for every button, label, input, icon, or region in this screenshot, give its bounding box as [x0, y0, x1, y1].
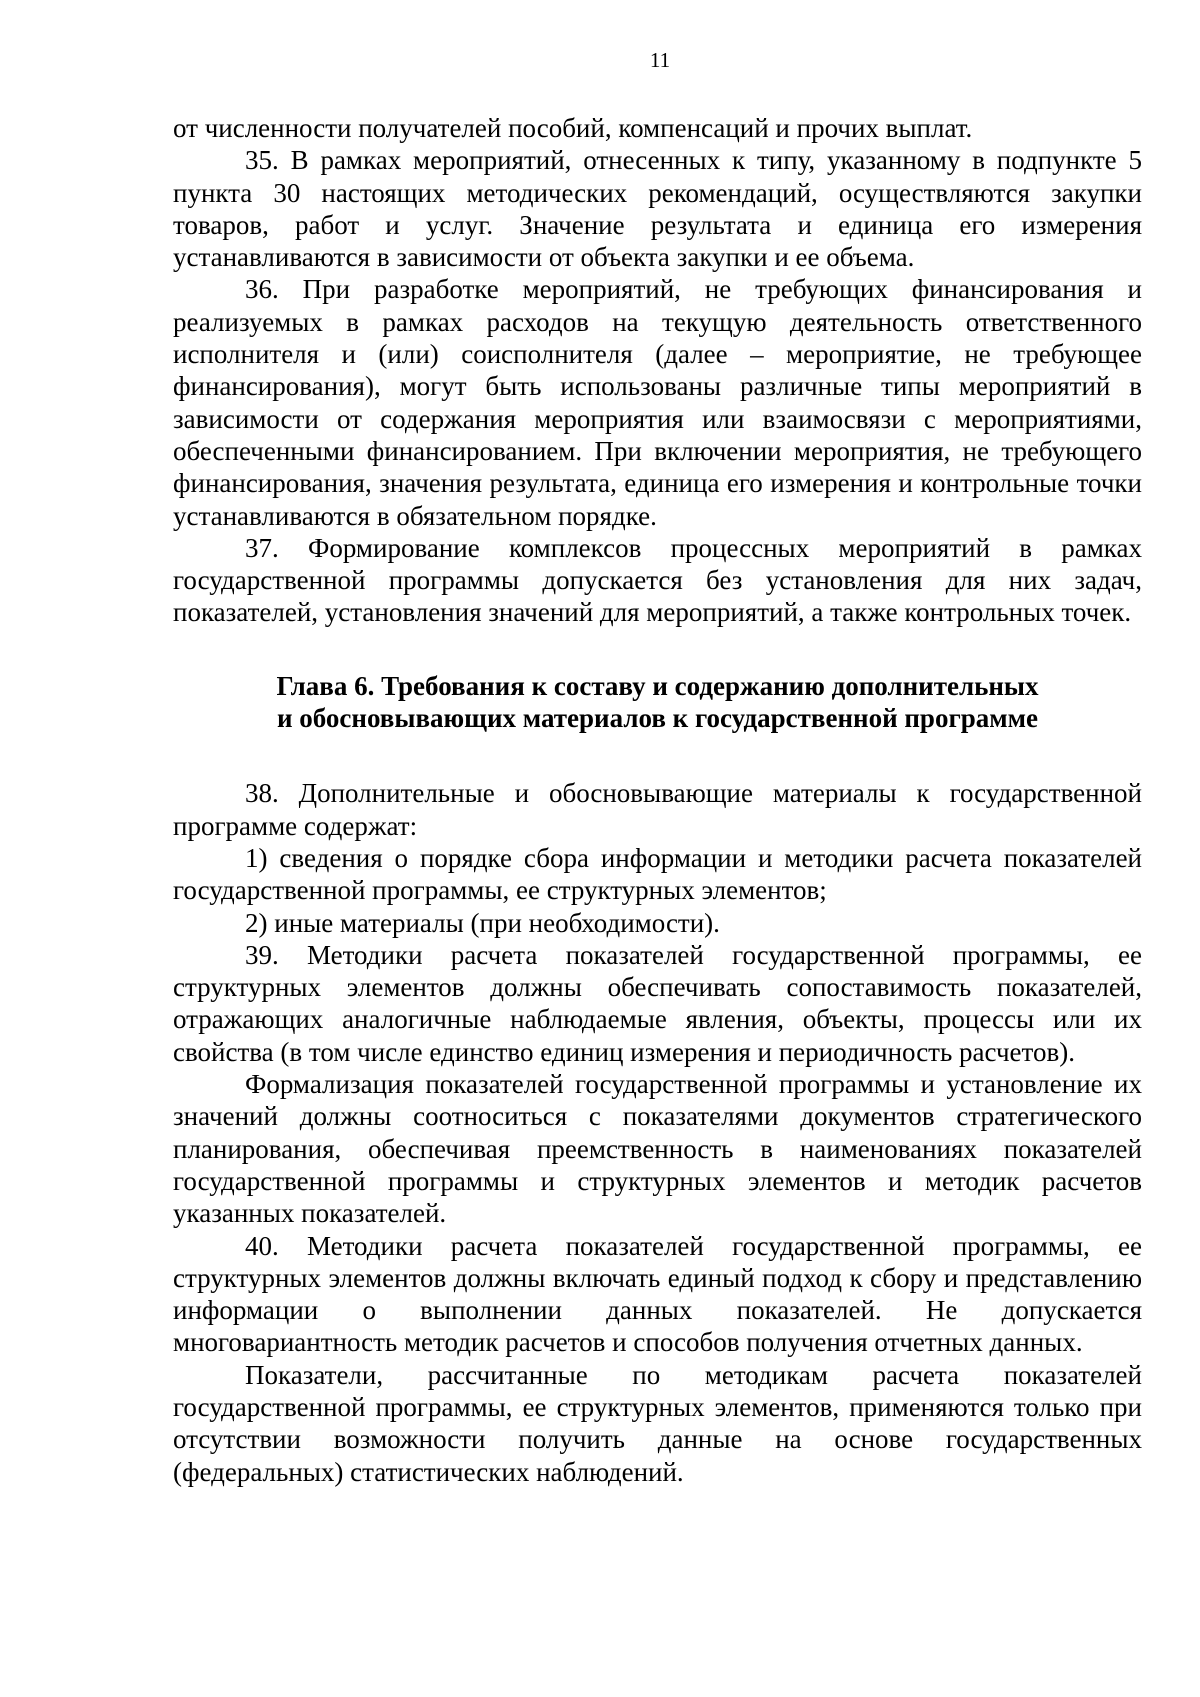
paragraph-40: 40. Методики расчета показателей государственной программы, ее структурных элементов должны включать единый подход к сбору и представлению информации о выполнении данных показателей. Не допускается многовариантность методик расчетов и способов получения отчетных данных. [173, 1230, 1142, 1358]
paragraph-37: 37. Формирование комплексов процессных мероприятий в рамках государственной программы допускается без установления для них задач, показателей, установления значений для мероприятий, а также контрольных точек. [173, 532, 1142, 628]
chapter-heading-line-1: Глава 6. Требования к составу и содержанию дополнительных [276, 670, 1039, 701]
paragraph-continuation: от численности получателей пособий, компенсаций и прочих выплат. [173, 113, 973, 143]
list-item-1: 1) сведения о порядке сбора информации и методики расчета показателей государственной программы, ее структурных элементов; [173, 842, 1142, 906]
chapter-heading-line-2: и обосновывающих материалов к государственной программе [276, 703, 1038, 734]
page-number: 11 [649, 48, 671, 72]
paragraph-38: 38. Дополнительные и обосновывающие материалы к государственной программе содержат: [173, 778, 1142, 841]
paragraph-formalization: Формализация показателей государственной программы и установление их значений должны соотноситься с показателями документов стратегического планирования, обеспечивая преемственность в наименованиях показателей государственной программы и структурных элементов и методик расчетов указанных показателей. [173, 1069, 1142, 1229]
paragraph-indicators: Показатели, рассчитанные по методикам расчета показателей государственной программы, ее структурных элементов, применяются только при отсутствии возможности получить данные на основе государственных (федеральных) статистических наблюдений. [173, 1359, 1142, 1487]
document-body [173, 112, 1142, 1488]
paragraph-36: 36. При разработке мероприятий, не требующих финансирования и реализуемых в рамках расходов на текущую деятельность ответственного исполнителя и (или) соисполнителя (далее – мероприятие, не требующее финансирования), могут быть использованы различные типы мероприятий в зависимости от содержания мероприятия или взаимосвязи с мероприятиями, обеспеченными финансированием. При включении мероприятия, не требующего финансирования, значения результата, единица его измерения и контрольные точки устанавливаются в обязательном порядке. [173, 274, 1142, 531]
paragraph-35: 35. В рамках мероприятий, отнесенных к типу, указанному в подпункте 5 пункта 30 настоящих методических рекомендаций, осуществляются закупки товаров, работ и услуг. Значение результата и единица его измерения устанавливаются в зависимости от объекта закупки и ее объема. [173, 145, 1142, 273]
list-item-2: 2) иные материалы (при необходимости). [245, 907, 720, 938]
paragraph-39: 39. Методики расчета показателей государственной программы, ее структурных элементов должны обеспечивать сопоставимость показателей, отражающих аналогичные наблюдаемые явления, объекты, процессы или их свойства (в том числе единство единиц измерения и периодичность расчетов). [173, 939, 1142, 1067]
chapter-heading [173, 670, 1142, 735]
